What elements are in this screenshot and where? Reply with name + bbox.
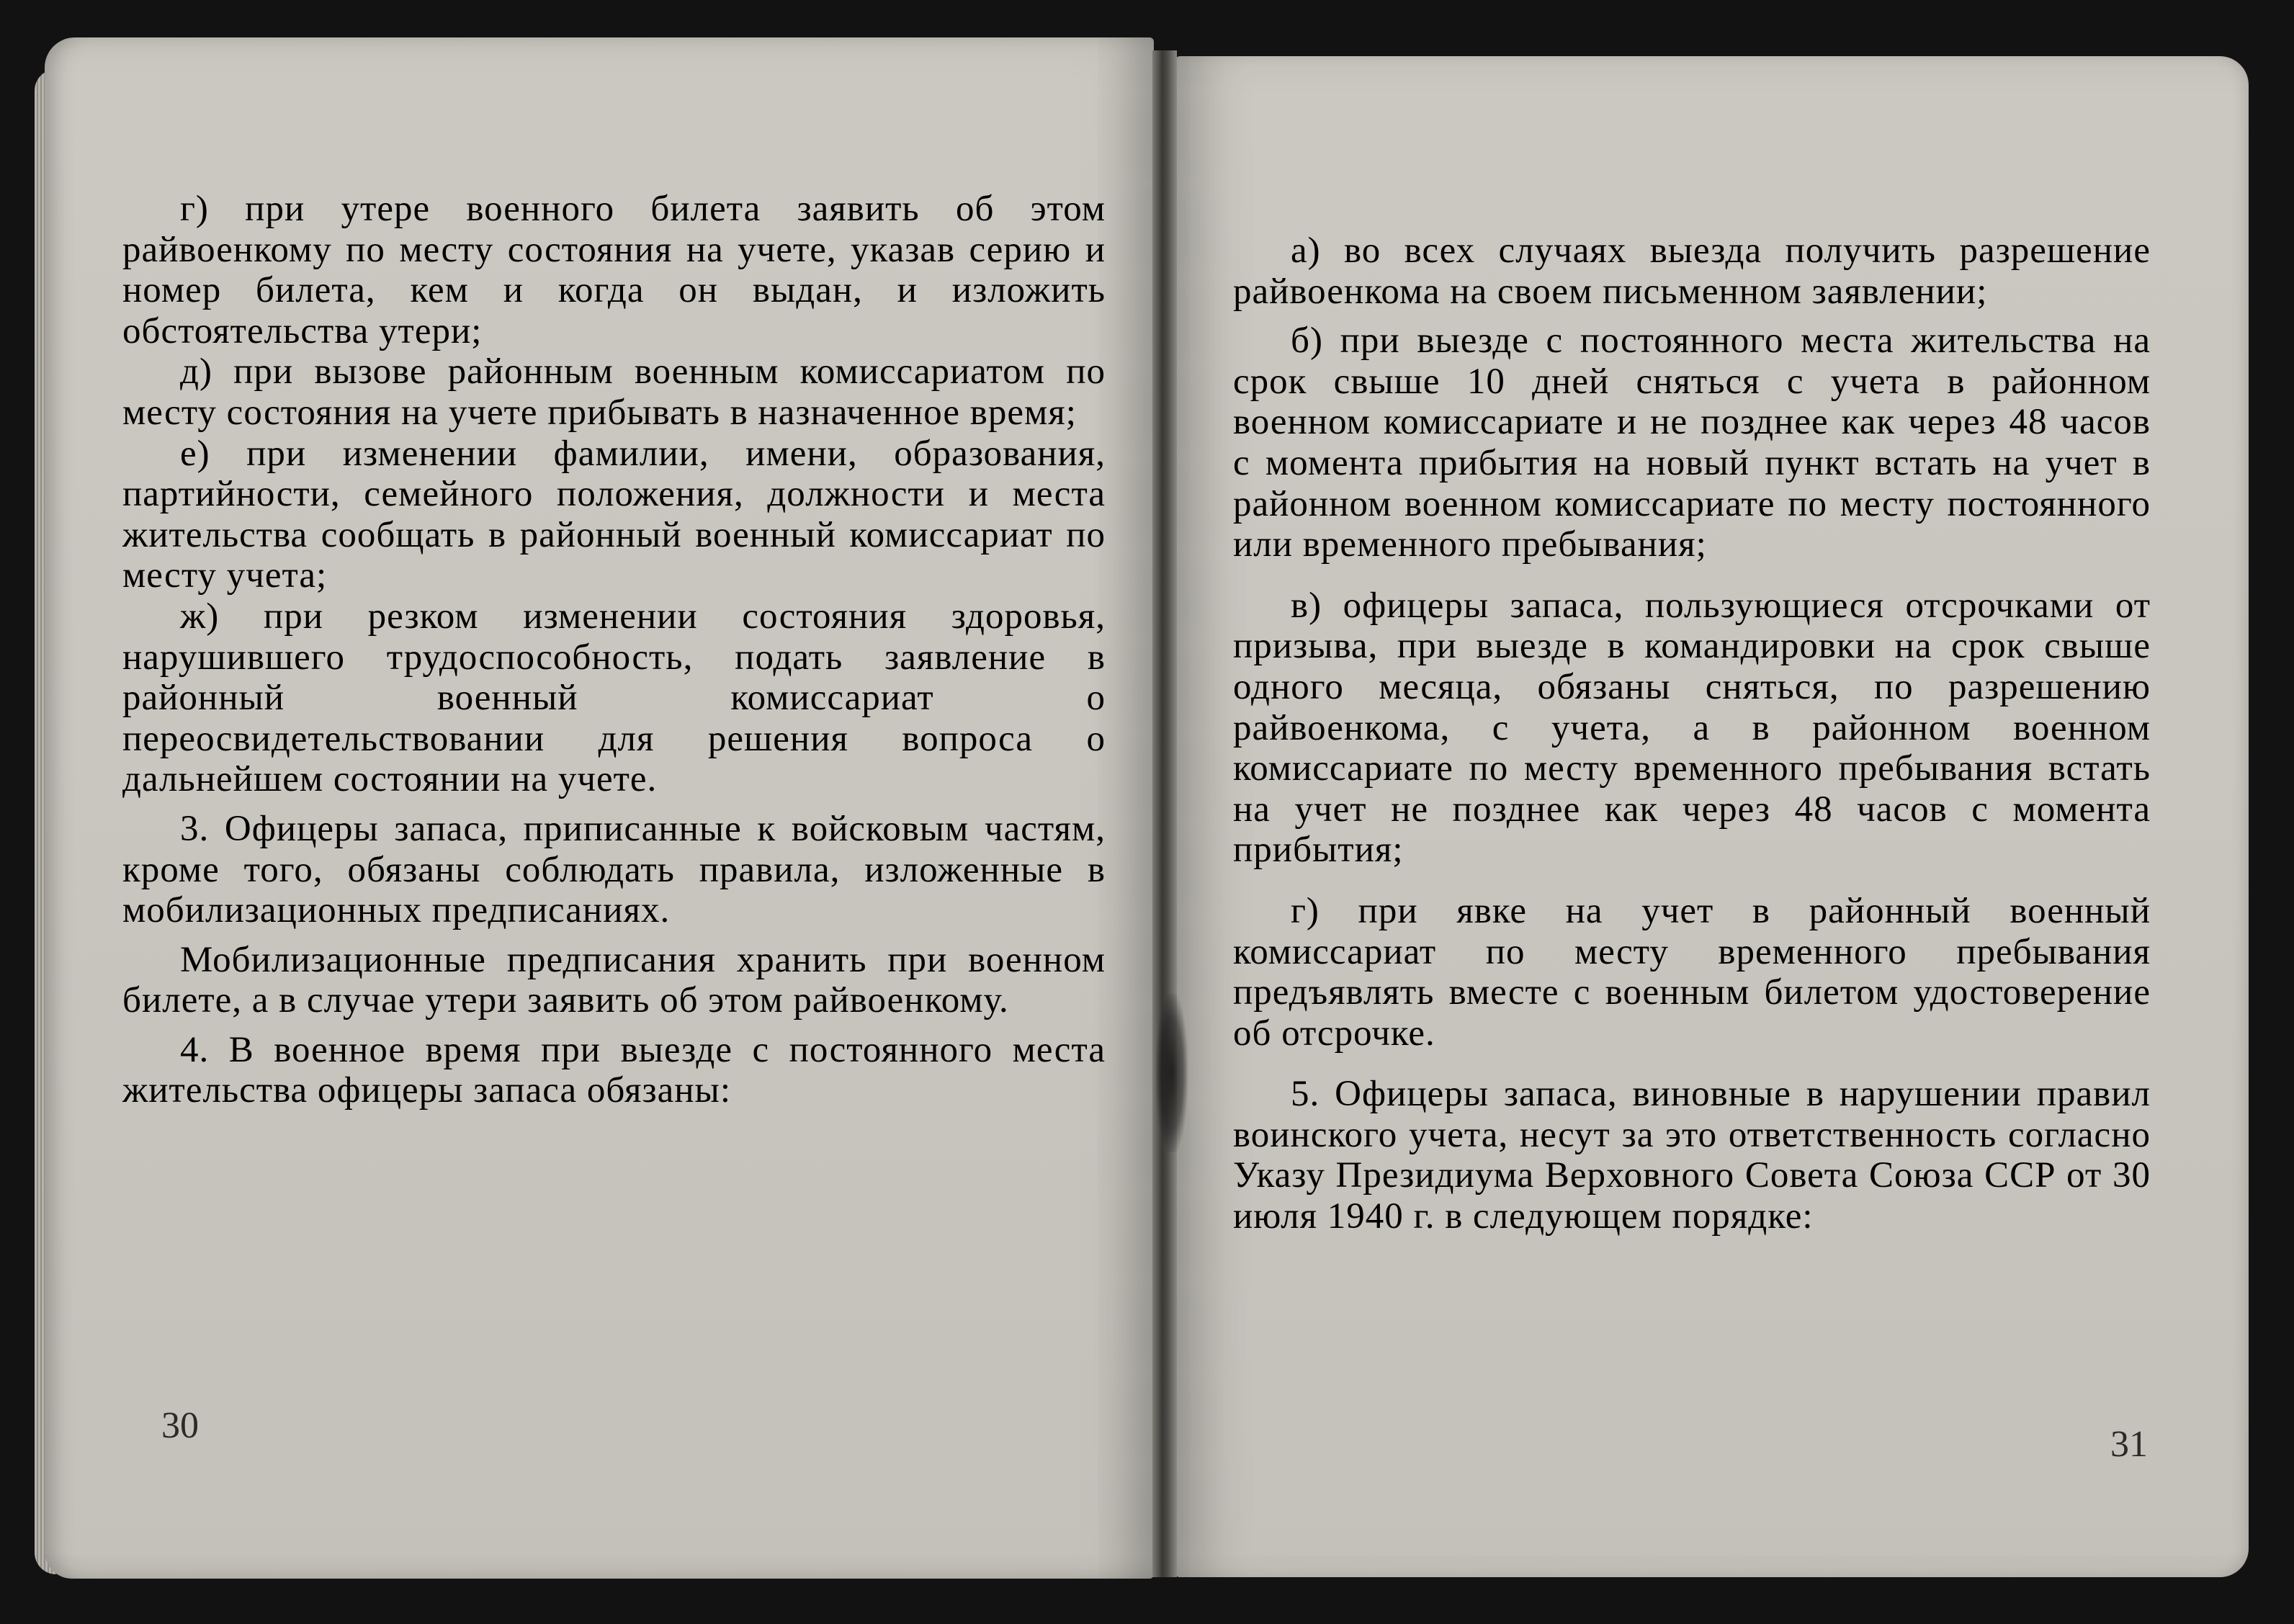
page-number-right: 31	[2110, 1424, 2148, 1465]
left-page-text	[122, 189, 1106, 1111]
paragraph: 5. Офицеры запаса, виновные в нарушении правил воинского учета, несут за это ответственность согласно Указу Президиума Верховного Совета Союза ССР от 30 июля 1940 г. в следующем порядке:	[1233, 1074, 2151, 1237]
paragraph: е) при изменении фамилии, имени, образования, партийности, семейного положения, должности и места жительства сообщать в районный военный комиссариат по месту учета;	[122, 433, 1106, 596]
paragraph: в) офицеры запаса, пользующиеся отсрочками от призыва, при выезде в командировки на срок свыше одного месяца, обязаны сняться, по разрешению райвоенкома, с учета, а в районном военном комиссариате по месту временного пребывания встать на учет не позднее как через 48 часов с момента прибытия;	[1233, 585, 2151, 871]
paragraph: г) при явке на учет в районный военный комиссариат по месту временного пребывания предъявлять вместе с военным билетом удостоверение об отсрочке.	[1233, 890, 2151, 1054]
paragraph: ж) при резком изменении состояния здоровья, нарушившего трудоспособность, подать заявление в районный военный комиссариат о переосвидетельствовании для решения вопроса о дальнейшем состоянии на учете.	[122, 596, 1106, 800]
paragraph: д) при вызове районным военным комиссариатом по месту состояния на учете прибывать в назначенное время;	[122, 351, 1106, 433]
book-gutter	[1152, 50, 1177, 1577]
paragraph: г) при утере военного билета заявить об этом райвоенкому по месту состояния на учете, указав серию и номер билета, кем и когда он выдан, и изложить обстоятельства утери;	[122, 189, 1106, 351]
page-number-left: 30	[161, 1405, 199, 1446]
gutter-stain	[1156, 994, 1188, 1152]
paragraph: б) при выезде с постоянного места жительства на срок свыше 10 дней сняться с учета в районном военном комиссариате и не позднее как через 48 часов с момента прибытия на новый пункт встать на учет в районном военном комиссариате по месту постоянного или временного пребывания;	[1233, 320, 2151, 565]
paragraph: 4. В военное время при выезде с постоянного места жительства офицеры запаса обязаны:	[122, 1029, 1106, 1111]
paragraph: а) во всех случаях выезда получить разрешение райвоенкома на своем письменном заявлении;	[1233, 230, 2151, 312]
paragraph: 3. Офицеры запаса, приписанные к войсковым частям, кроме того, обязаны соблюдать правила, изложенные в мобилизационных предписаниях.	[122, 808, 1106, 931]
right-page-text	[1233, 230, 2151, 1237]
paragraph: Мобилизационные предписания хранить при военном билете, а в случае утери заявить об этом райвоенкому.	[122, 939, 1106, 1021]
